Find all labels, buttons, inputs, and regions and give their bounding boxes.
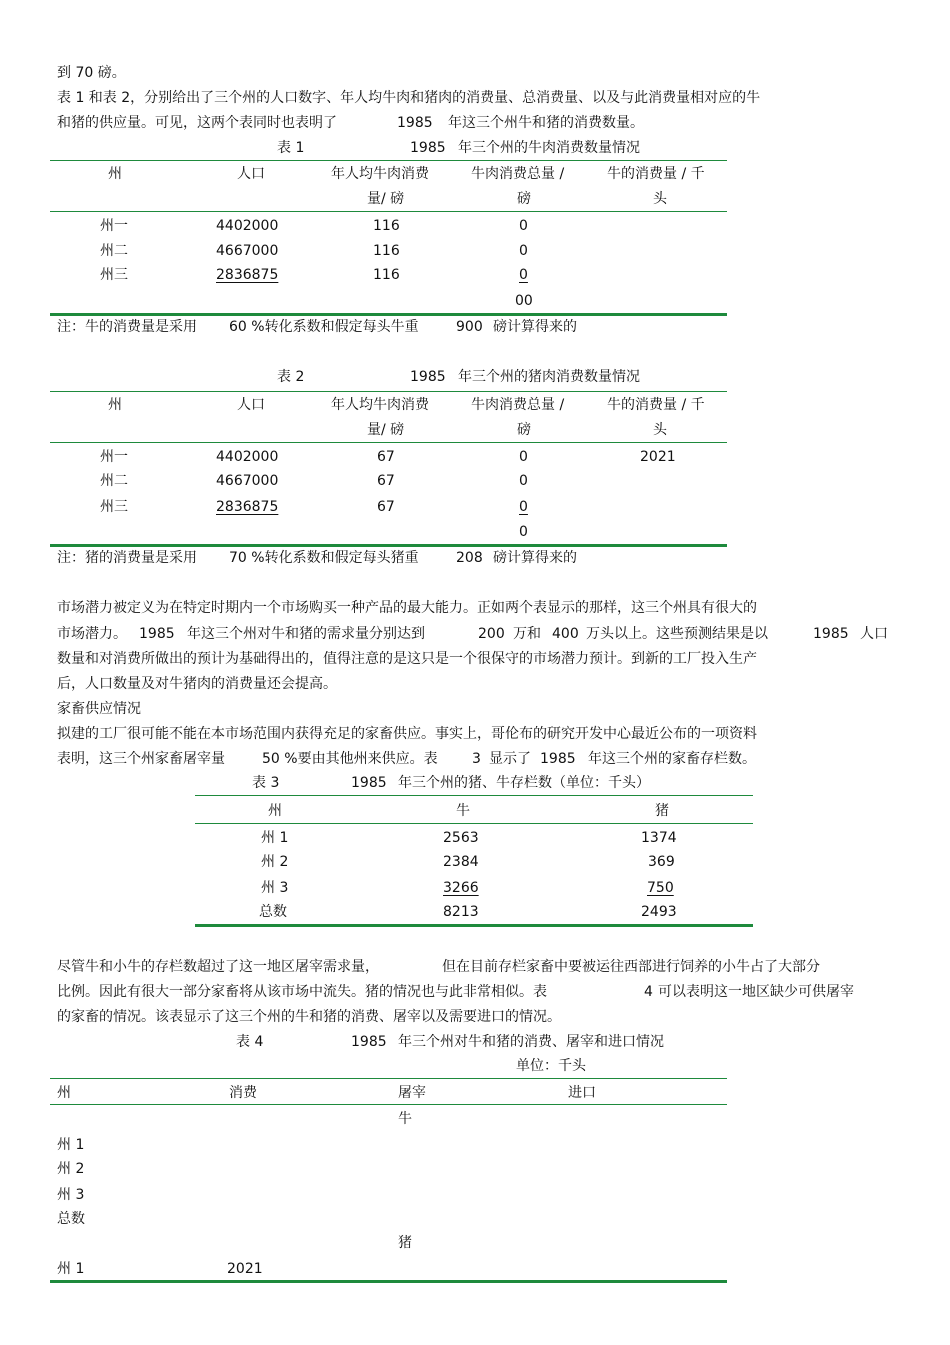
intro-line-3b: 1985 <box>397 115 433 131</box>
table4-title-text: 年三个州对牛和猪的消费、屠宰和进口情况 <box>398 1034 664 1050</box>
table1-cell: 0 <box>519 243 528 259</box>
table2-header-total-2: 磅 <box>517 422 531 438</box>
para2-line-4: 后，人口数量及对牛猪肉的消费量还会提高。 <box>57 676 337 692</box>
table3-header-pig: 猪 <box>655 803 669 819</box>
table2-cell: 67 <box>377 449 395 465</box>
table4-section-pig: 猪 <box>398 1235 412 1251</box>
table2-cell: 0 <box>519 473 528 489</box>
table1-cell: 州二 <box>100 243 128 259</box>
table3-title-year: 1985 <box>351 775 387 791</box>
table3-cell: 1374 <box>641 830 677 846</box>
para3-line-1a: 尽管牛和小牛的存栏数超过了这一地区屠宰需求量， <box>57 959 379 975</box>
table2-cell: 州一 <box>100 449 128 465</box>
table1-header-percapita: 年人均牛肉消费 <box>331 166 429 182</box>
table4-section-cattle: 牛 <box>398 1111 412 1127</box>
table2-header-head: 牛的消费量 / 千 <box>607 397 705 413</box>
table1-note-a: 注：牛的消费量是采用 <box>57 319 197 335</box>
table3-cell: 州 1 <box>261 830 289 846</box>
table1-title-label: 表 1 <box>277 140 305 156</box>
table2-cell: 2021 <box>640 449 676 465</box>
para2-line-2f: 400 <box>552 626 579 642</box>
table2-note-a: 注：猪的消费量是采用 <box>57 550 197 566</box>
table2-cell: 67 <box>377 473 395 489</box>
table2-cell: 州二 <box>100 473 128 489</box>
para2-line-2b: 1985 <box>139 626 175 642</box>
table2-header-population: 人口 <box>237 397 265 413</box>
intro-line-1: 到 70 磅。 <box>57 65 126 81</box>
table4-title-label: 表 4 <box>236 1034 264 1050</box>
table3-title-label: 表 3 <box>252 775 280 791</box>
para3-line-2b: 4 <box>644 984 653 1000</box>
table1-header-head: 牛的消费量 / 千 <box>607 166 705 182</box>
table2-cell: 0 <box>519 449 528 465</box>
table4-header-rule <box>50 1104 727 1105</box>
para2-line-2g: 万头以上。这些预测结果是以 <box>586 626 768 642</box>
table1-header-total: 牛肉消费总量 / <box>471 166 565 182</box>
section-heading: 家畜供应情况 <box>57 701 141 717</box>
table2-title-year: 1985 <box>410 369 446 385</box>
table4-bottom-rule <box>50 1280 727 1283</box>
table2-cell: 4667000 <box>216 473 279 489</box>
table1-cell: 4402000 <box>216 218 279 234</box>
table4-row-state: 州 3 <box>57 1187 85 1203</box>
table4-header-consumption: 消费 <box>229 1085 257 1101</box>
table2-note-b: 70 %转化系数和假定每头猪重 <box>229 550 419 566</box>
table2-title-text: 年三个州的猪肉消费数量情况 <box>458 369 640 385</box>
table2-header-percapita-2: 量/ 磅 <box>367 422 405 438</box>
table1-extra: 00 <box>515 293 533 309</box>
table3-cell: 总数 <box>259 904 287 920</box>
para2-line-6a: 表明，这三个州家畜屠宰量 <box>57 751 225 767</box>
table1-note-d: 磅计算得来的 <box>493 319 577 335</box>
table1-header-state: 州 <box>108 166 122 182</box>
table3-bottom-rule <box>195 924 753 927</box>
intro-line-2: 表 1 和表 2，分别给出了三个州的人口数字、年人均牛肉和猪肉的消费量、总消费量、以及与此消费量相对应的牛 <box>57 90 761 106</box>
table1-title-text: 年三个州的牛肉消费数量情况 <box>458 140 640 156</box>
table2-header-state: 州 <box>108 397 122 413</box>
table1-header-total-2: 磅 <box>517 191 531 207</box>
table3-cell: 2493 <box>641 904 677 920</box>
para2-line-6b: 50 %要由其他州来供应。表 <box>262 751 438 767</box>
para2-line-2c: 年这三个州对牛和猪的需求量分别达到 <box>187 626 425 642</box>
para2-line-6d: 显示了 <box>489 751 531 767</box>
table1-cell: 116 <box>373 267 400 283</box>
table3-header-state: 州 <box>268 803 282 819</box>
table2-cell: 州三 <box>100 499 128 515</box>
table1-top-rule <box>50 160 727 161</box>
table1-note-b: 60 %转化系数和假定每头牛重 <box>229 319 419 335</box>
para3-line-1b: 但在目前存栏家畜中要被运往西部进行饲养的小牛占了大部分 <box>442 959 820 975</box>
table1-note-c: 900 <box>456 319 483 335</box>
table1-cell: 4667000 <box>216 243 279 259</box>
table3-top-rule <box>195 795 753 796</box>
para2-line-6c: 3 <box>472 751 481 767</box>
table1-header-population: 人口 <box>237 166 265 182</box>
table1-cell: 116 <box>373 243 400 259</box>
para3-line-2c: 可以表明这一地区缺少可供屠宰 <box>658 984 854 1000</box>
table3-header-cattle: 牛 <box>456 803 470 819</box>
table1-cell: 0 <box>519 267 528 283</box>
table3-cell: 369 <box>648 854 675 870</box>
table2-header-rule <box>50 442 727 443</box>
para2-line-2h: 1985 <box>813 626 849 642</box>
intro-line-3c: 年这三个州牛和猪的消费数量。 <box>448 115 644 131</box>
table3-cell: 2563 <box>443 830 479 846</box>
table1-bottom-rule <box>50 313 727 316</box>
table2-cell: 4402000 <box>216 449 279 465</box>
table1-cell: 2836875 <box>216 267 279 283</box>
table3-cell: 2384 <box>443 854 479 870</box>
intro-line-3a: 和猪的供应量。可见，这两个表同时也表明了 <box>57 115 337 131</box>
para2-line-2d: 200 <box>478 626 505 642</box>
para2-line-6f: 年这三个州的家畜存栏数。 <box>588 751 756 767</box>
table2-header-percapita: 年人均牛肉消费 <box>331 397 429 413</box>
table2-cell: 67 <box>377 499 395 515</box>
table1-header-head-2: 头 <box>653 191 667 207</box>
table1-cell: 州三 <box>100 267 128 283</box>
table4-pig-row-value: 2021 <box>227 1261 263 1277</box>
para3-line-2a: 比例。因此有很大一部分家畜将从该市场中流失。猪的情况也与此非常相似。表 <box>57 984 547 1000</box>
table2-bottom-rule <box>50 544 727 547</box>
table3-cell: 8213 <box>443 904 479 920</box>
table1-cell: 州一 <box>100 218 128 234</box>
table3-cell: 州 2 <box>261 854 289 870</box>
table3-cell: 州 3 <box>261 880 289 896</box>
para2-line-1: 市场潜力被定义为在特定时期内一个市场购买一种产品的最大能力。正如两个表显示的那样，这三个州具有很大的 <box>57 600 757 616</box>
table3-title-text: 年三个州的猪、牛存栏数（单位：千头） <box>398 775 650 791</box>
table2-title-label: 表 2 <box>277 369 305 385</box>
table2-cell: 0 <box>519 499 528 515</box>
table4-row-state: 州 2 <box>57 1161 85 1177</box>
table3-cell: 3266 <box>443 880 479 896</box>
table2-note-c: 208 <box>456 550 483 566</box>
table3-header-rule <box>195 823 753 824</box>
table4-header-state: 州 <box>57 1085 71 1101</box>
table4-pig-row-state: 州 1 <box>57 1261 85 1277</box>
para2-line-2e: 万和 <box>513 626 541 642</box>
table1-cell: 0 <box>519 218 528 234</box>
table4-header-slaughter: 屠宰 <box>398 1085 426 1101</box>
table2-extra: 0 <box>519 524 528 540</box>
para2-line-5: 拟建的工厂很可能不能在本市场范围内获得充足的家畜供应。事实上，哥伦布的研究开发中心最近公布的一项资料 <box>57 726 757 742</box>
table4-header-import: 进口 <box>568 1085 596 1101</box>
table2-top-rule <box>50 391 727 392</box>
table1-header-percapita-2: 量/ 磅 <box>367 191 405 207</box>
table4-top-rule <box>50 1078 727 1079</box>
table4-row-state: 州 1 <box>57 1137 85 1153</box>
table4-title-year: 1985 <box>351 1034 387 1050</box>
table3-cell: 750 <box>647 880 674 896</box>
table1-header-rule <box>50 211 727 212</box>
para2-line-6e: 1985 <box>540 751 576 767</box>
table1-cell: 116 <box>373 218 400 234</box>
para2-line-3: 数量和对消费所做出的预计为基础得出的，值得注意的是这只是一个很保守的市场潜力预计。到新的工厂投入生产 <box>57 651 757 667</box>
para2-line-2i: 人口 <box>860 626 888 642</box>
para2-line-2a: 市场潜力。 <box>57 626 127 642</box>
table2-header-total: 牛肉消费总量 / <box>471 397 565 413</box>
table1-title-year: 1985 <box>410 140 446 156</box>
table4-unit: 单位：千头 <box>516 1058 586 1074</box>
table2-cell: 2836875 <box>216 499 279 515</box>
table4-row-state: 总数 <box>57 1211 85 1227</box>
table2-note-d: 磅计算得来的 <box>493 550 577 566</box>
table2-header-head-2: 头 <box>653 422 667 438</box>
para3-line-3: 的家畜的情况。该表显示了这三个州的牛和猪的消费、屠宰以及需要进口的情况。 <box>57 1009 561 1025</box>
